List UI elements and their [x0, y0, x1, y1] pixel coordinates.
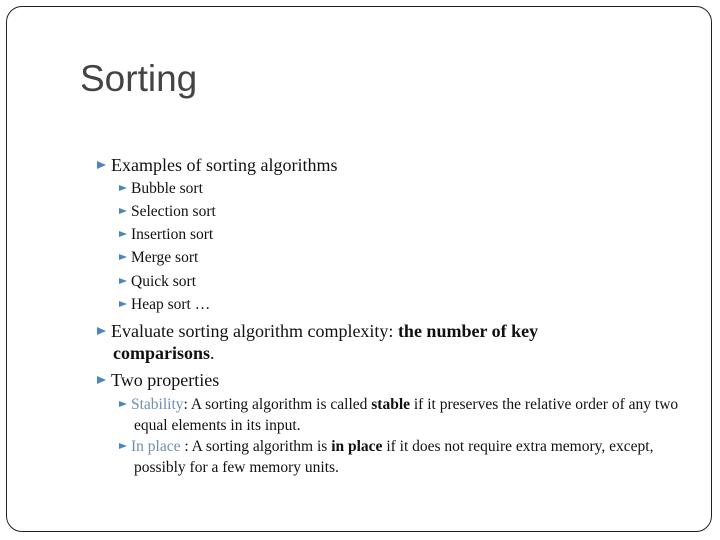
list-item-text: Quick sort: [131, 273, 197, 290]
property-in-place: [119, 436, 708, 478]
triangle-bullet-icon: [119, 231, 127, 237]
property-emphasis: in place: [331, 438, 383, 455]
list-item: [119, 178, 203, 199]
property-text-end: if it does not require extra memory, except, possibly for a few memory units.: [134, 438, 654, 476]
triangle-bullet-icon: [119, 278, 127, 284]
property-text: : A sorting algorithm is: [180, 438, 332, 455]
list-item: [119, 201, 216, 222]
triangle-bullet-icon: [119, 185, 127, 191]
bullet-examples: [97, 154, 337, 176]
list-item-text: Heap sort …: [131, 296, 211, 313]
slide-title: Sorting: [80, 58, 198, 99]
triangle-bullet-icon: [119, 401, 127, 407]
bullet-text: Two properties: [111, 370, 220, 390]
triangle-bullet-icon: [119, 254, 127, 260]
bullet-text: Evaluate sorting algorithm complexity:: [111, 321, 398, 341]
triangle-bullet-icon: [119, 443, 127, 449]
triangle-bullet-icon: [97, 161, 106, 169]
term-label: In place: [131, 438, 181, 455]
bullet-text: Examples of sorting algorithms: [111, 155, 338, 175]
bullet-text-end: .: [210, 343, 215, 363]
list-item-text: Merge sort: [131, 249, 199, 266]
list-item: [119, 247, 198, 268]
property-text: : A sorting algorithm is called: [183, 396, 372, 413]
triangle-bullet-icon: [97, 327, 106, 335]
term-label: Stability: [131, 396, 184, 413]
property-emphasis: stable: [371, 396, 410, 413]
list-item: [119, 294, 210, 315]
list-item: [119, 271, 196, 292]
property-stability: [119, 394, 708, 436]
property-text-end: if it preserves the relative order of any two equal elements in its input.: [134, 396, 679, 434]
bullet-complexity: [97, 320, 633, 364]
list-item-text: Insertion sort: [131, 226, 214, 243]
triangle-bullet-icon: [119, 301, 127, 307]
list-item: [119, 224, 213, 245]
triangle-bullet-icon: [97, 376, 106, 384]
triangle-bullet-icon: [119, 208, 127, 214]
bullet-emphasis: the number of key comparisons: [113, 321, 539, 363]
list-item-text: Selection sort: [131, 203, 216, 220]
bullet-properties: [97, 369, 219, 391]
list-item-text: Bubble sort: [131, 180, 203, 197]
